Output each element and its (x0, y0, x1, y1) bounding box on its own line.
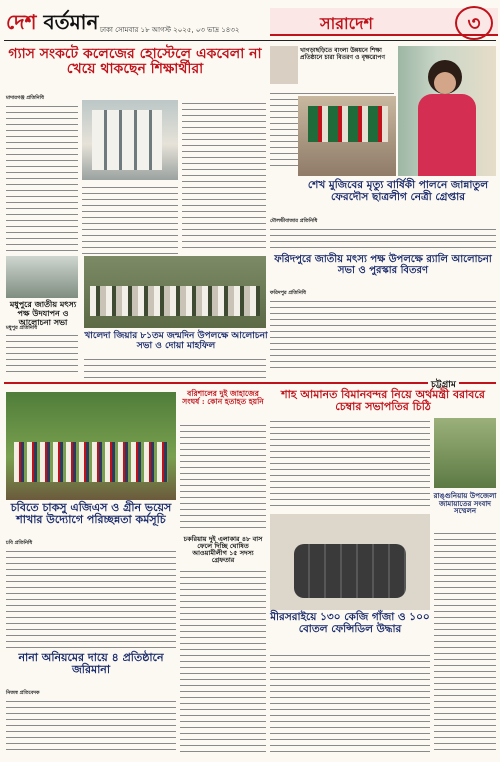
header-rule (4, 40, 496, 41)
chakasu-photo (6, 392, 176, 500)
headline-fine: নানা অনিয়মের দায়ে ৪ প্রতিষ্ঠানে জরিমানা (18, 651, 164, 677)
headline-sheikh: শেখ মুজিবের মৃত্যু বার্ষিকী পালনে জান্নাতুল ফেরদৌস ছাত্রলীগ নেত্রী গ্রেপ্তার (307, 179, 489, 203)
body-text-gas-2 (82, 184, 178, 254)
headline-rangunia: রাঙ্গুনিয়ায় উপজেলা জামায়াতের সংবাদ সম্মেলন (433, 491, 497, 516)
body-text-rangunia (434, 530, 496, 752)
body-text-barishal (180, 422, 266, 532)
mirsarai-photo (270, 514, 430, 610)
headline-gas: গ্যাস সংকটে কলেজের হোস্টেলে একবেলা না খেয়ে থাকছেন শিক্ষার্থীরা (8, 46, 262, 78)
hostel-photo (82, 100, 178, 180)
sheikh-photo (398, 46, 496, 176)
section-title: সারাদেশ (320, 14, 373, 33)
body-text-shah-amanat (270, 418, 430, 510)
body-text-camp (180, 568, 266, 754)
byline-faridpur: ফরিদপুর প্রতিনিধি (270, 290, 306, 296)
byline-sheikh: মৌলভীবাজার প্রতিনিধি (270, 218, 318, 224)
headline-chakasu: চবিতে চাকসু এজিএস ও গ্রীন ভয়েস শাখার উদ্যোগে পরিচ্ছন্নতা কর্মসূচি (10, 501, 172, 527)
subsection-label: চট্টগ্রাম (428, 377, 459, 392)
madhupur-photo (6, 256, 78, 298)
body-text-faridpur (270, 298, 496, 372)
headline-barishal: বরিশালের দুই জাহাজের সংঘর্ষ : কোন হতাহত হয়নি (182, 389, 264, 407)
headline-camp: চকরিয়ায় দুই এলাকার ৪৮ বাস ফেলে দিচ্ছি ঘোষিত আওয়ামীলীগ ১৫ সদস্য গ্রেফতার (183, 535, 263, 565)
body-text-chakasu (6, 548, 176, 648)
body-text-sheikh (270, 226, 496, 250)
body-text-madhupur (6, 332, 78, 376)
headline-faridpur: ফরিদপুরে জাতীয় মৎস্য পক্ষ উপলক্ষে র‍্যালি আলোচনা সভা ও পুরস্কার বিতরণ (274, 254, 492, 276)
flag-photo (298, 96, 396, 176)
page-number: ৩ (455, 6, 493, 40)
subsection-rule (4, 382, 496, 384)
body-text-fine (6, 698, 176, 754)
khalna-photo (84, 256, 266, 328)
headline-mirsarai: মীরসরাইয়ে ১৩০ কেজি গাঁজা ও ১০০ বোতল ফেন্সিডিল উদ্ধার (270, 611, 430, 635)
byline-fine: নিজস্ব প্রতিবেদক (6, 690, 40, 696)
headline-khagrachhari: খাগড়াছড়িতে বাংলা উন্নয়নে শিক্ষা প্রতিষ্ঠানে চারা বিতরণ ও বৃক্ষরোপণ (300, 47, 385, 61)
rangunia-photo (434, 418, 496, 488)
byline-madhupur: মধুপুর প্রতিনিধি (6, 325, 38, 331)
newspaper-logo: দেশ বর্তমান (6, 10, 99, 34)
body-text-mirsarai (270, 652, 430, 752)
byline-gas: মাদারগঞ্জ প্রতিনিধি (6, 95, 44, 101)
headline-khalna: খালেদা জিয়ার ৮১তম জন্মদিন উপলক্ষে আলোচনা সভা ও দোয়া মাহফিল (84, 331, 268, 351)
headline-madhupur: মধুপুরে জাতীয় মৎস্য পক্ষ উদযাপন ও আলোচনা সভা (9, 299, 77, 327)
headline-shah-amanat: শাহ আমানত বিমানবন্দর নিয়ে অর্থমন্ত্রী বরাবরে চেম্বার সভাপতির চিঠি (281, 388, 485, 414)
khagrachhari-thumb (270, 46, 298, 84)
body-text-gas-3 (182, 100, 266, 250)
body-text-gas (6, 103, 78, 253)
byline-chakasu: চবি প্রতিনিধি (6, 540, 33, 546)
dateline: ঢাকা সোমবার ১৮ আগস্ট ২০২৫, ০৩ ভাদ্র ১৪৩২ (100, 26, 240, 34)
masthead (0, 0, 500, 44)
body-text-khalna (84, 356, 266, 382)
